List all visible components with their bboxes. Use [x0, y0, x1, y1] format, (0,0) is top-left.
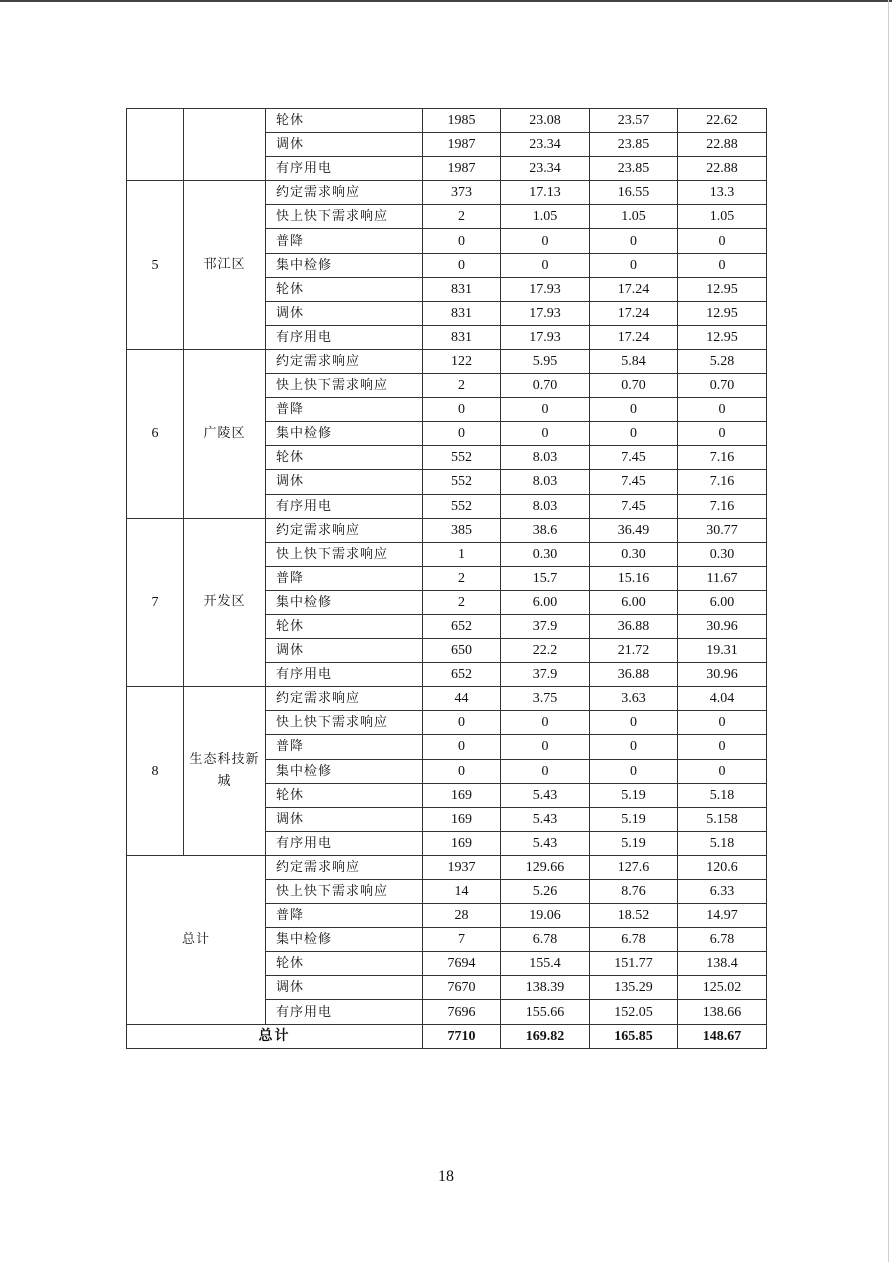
value-cell: 0.70 [501, 374, 590, 398]
value-cell: 17.24 [590, 325, 678, 349]
region-number-cell: 6 [127, 349, 184, 518]
value-cell: 22.2 [501, 639, 590, 663]
region-name-cell: 开发区 [184, 518, 266, 687]
measure-cell: 集中检修 [266, 422, 423, 446]
value-cell: 0 [678, 398, 767, 422]
value-cell: 17.13 [501, 181, 590, 205]
value-cell: 831 [423, 325, 501, 349]
value-cell: 0 [590, 422, 678, 446]
value-cell: 0 [423, 422, 501, 446]
value-cell: 0 [590, 253, 678, 277]
subtotal-row [127, 855, 767, 879]
value-cell: 385 [423, 518, 501, 542]
value-cell: 5.28 [678, 349, 767, 373]
load-shedding-table [126, 108, 767, 1049]
value-cell: 6.00 [590, 590, 678, 614]
table-row [127, 181, 767, 205]
value-cell: 21.72 [590, 639, 678, 663]
value-cell: 5.26 [501, 880, 590, 904]
value-cell: 0 [590, 759, 678, 783]
value-cell: 12.95 [678, 301, 767, 325]
value-cell: 6.78 [501, 928, 590, 952]
measure-cell: 集中检修 [266, 928, 423, 952]
region-number-cell: 5 [127, 181, 184, 350]
value-cell: 17.93 [501, 277, 590, 301]
measure-cell: 快上快下需求响应 [266, 542, 423, 566]
value-cell: 5.43 [501, 831, 590, 855]
value-cell: 0.30 [501, 542, 590, 566]
measure-cell: 约定需求响应 [266, 687, 423, 711]
value-cell: 6.00 [678, 590, 767, 614]
region-number-cell: 8 [127, 687, 184, 856]
measure-cell: 快上快下需求响应 [266, 880, 423, 904]
value-cell: 23.85 [590, 133, 678, 157]
measure-cell: 有序用电 [266, 157, 423, 181]
value-cell: 0 [423, 711, 501, 735]
measure-cell: 轮休 [266, 446, 423, 470]
table-row [127, 518, 767, 542]
value-cell: 1987 [423, 157, 501, 181]
value-cell: 19.31 [678, 639, 767, 663]
region-name-cell: 邗江区 [184, 181, 266, 350]
value-cell: 0 [501, 759, 590, 783]
value-cell: 0 [678, 229, 767, 253]
value-cell: 5.18 [678, 831, 767, 855]
value-cell: 3.63 [590, 687, 678, 711]
value-cell: 8.03 [501, 446, 590, 470]
value-cell: 7 [423, 928, 501, 952]
value-cell: 0 [678, 253, 767, 277]
value-cell: 0 [590, 711, 678, 735]
measure-cell: 有序用电 [266, 831, 423, 855]
value-cell: 2 [423, 590, 501, 614]
value-cell: 17.93 [501, 301, 590, 325]
value-cell: 8.03 [501, 494, 590, 518]
measure-cell: 调休 [266, 301, 423, 325]
region-name-cell: 生态科技新城 [184, 687, 266, 856]
value-cell: 1.05 [501, 205, 590, 229]
value-cell: 0 [590, 229, 678, 253]
value-cell: 5.19 [590, 783, 678, 807]
measure-cell: 普降 [266, 398, 423, 422]
value-cell: 22.62 [678, 109, 767, 133]
value-cell: 3.75 [501, 687, 590, 711]
value-cell: 138.39 [501, 976, 590, 1000]
measure-cell: 调休 [266, 807, 423, 831]
value-cell: 23.08 [501, 109, 590, 133]
value-cell: 155.66 [501, 1000, 590, 1024]
page-number: 18 [438, 1168, 454, 1185]
value-cell: 1937 [423, 855, 501, 879]
top-border [0, 0, 892, 2]
value-cell: 0 [501, 711, 590, 735]
value-cell: 7694 [423, 952, 501, 976]
value-cell: 0.30 [590, 542, 678, 566]
measure-cell: 轮休 [266, 109, 423, 133]
value-cell: 4.04 [678, 687, 767, 711]
value-cell: 0 [423, 735, 501, 759]
value-cell: 6.00 [501, 590, 590, 614]
measure-cell: 普降 [266, 735, 423, 759]
value-cell: 7.45 [590, 470, 678, 494]
value-cell: 0.70 [678, 374, 767, 398]
value-cell: 125.02 [678, 976, 767, 1000]
measure-cell: 快上快下需求响应 [266, 205, 423, 229]
value-cell: 0 [678, 759, 767, 783]
value-cell: 0 [678, 735, 767, 759]
measure-cell: 快上快下需求响应 [266, 711, 423, 735]
measure-cell: 集中检修 [266, 590, 423, 614]
value-cell: 15.7 [501, 566, 590, 590]
right-border [888, 0, 889, 1262]
value-cell: 1985 [423, 109, 501, 133]
value-cell: 650 [423, 639, 501, 663]
grand-total-value-cell: 7710 [423, 1024, 501, 1048]
measure-cell: 调休 [266, 639, 423, 663]
measure-cell: 约定需求响应 [266, 518, 423, 542]
measure-cell: 有序用电 [266, 494, 423, 518]
measure-cell: 集中检修 [266, 759, 423, 783]
value-cell: 6.78 [678, 928, 767, 952]
value-cell: 44 [423, 687, 501, 711]
measure-cell: 轮休 [266, 614, 423, 638]
value-cell: 11.67 [678, 566, 767, 590]
value-cell: 36.88 [590, 663, 678, 687]
measure-cell: 调休 [266, 470, 423, 494]
value-cell: 6.33 [678, 880, 767, 904]
value-cell: 0 [590, 735, 678, 759]
value-cell: 7696 [423, 1000, 501, 1024]
value-cell: 127.6 [590, 855, 678, 879]
value-cell: 23.57 [590, 109, 678, 133]
value-cell: 1.05 [678, 205, 767, 229]
value-cell: 169 [423, 831, 501, 855]
value-cell: 38.6 [501, 518, 590, 542]
value-cell: 652 [423, 663, 501, 687]
value-cell: 36.49 [590, 518, 678, 542]
value-cell: 0 [423, 253, 501, 277]
value-cell: 0 [501, 735, 590, 759]
value-cell: 30.96 [678, 663, 767, 687]
value-cell: 7.45 [590, 494, 678, 518]
value-cell: 6.78 [590, 928, 678, 952]
value-cell: 5.95 [501, 349, 590, 373]
value-cell: 5.43 [501, 807, 590, 831]
subtotal-label-cell: 总计 [127, 855, 266, 1024]
measure-cell: 有序用电 [266, 1000, 423, 1024]
value-cell: 30.77 [678, 518, 767, 542]
value-cell: 373 [423, 181, 501, 205]
table-row [127, 349, 767, 373]
measure-cell: 调休 [266, 133, 423, 157]
region-number-cell: 7 [127, 518, 184, 687]
measure-cell: 快上快下需求响应 [266, 374, 423, 398]
value-cell: 552 [423, 494, 501, 518]
value-cell: 23.34 [501, 133, 590, 157]
value-cell: 120.6 [678, 855, 767, 879]
value-cell: 0 [678, 711, 767, 735]
value-cell: 1 [423, 542, 501, 566]
table-row [127, 687, 767, 711]
value-cell: 18.52 [590, 904, 678, 928]
value-cell: 17.24 [590, 277, 678, 301]
value-cell: 2 [423, 374, 501, 398]
value-cell: 0 [590, 398, 678, 422]
value-cell: 135.29 [590, 976, 678, 1000]
value-cell: 0 [501, 229, 590, 253]
value-cell: 23.85 [590, 157, 678, 181]
value-cell: 13.3 [678, 181, 767, 205]
grand-total-value-cell: 148.67 [678, 1024, 767, 1048]
value-cell: 22.88 [678, 157, 767, 181]
value-cell: 152.05 [590, 1000, 678, 1024]
measure-cell: 轮休 [266, 952, 423, 976]
value-cell: 5.19 [590, 807, 678, 831]
value-cell: 15.16 [590, 566, 678, 590]
value-cell: 5.19 [590, 831, 678, 855]
region-name-cell: 广陵区 [184, 349, 266, 518]
table-row [127, 109, 767, 133]
value-cell: 7.16 [678, 494, 767, 518]
value-cell: 0 [423, 759, 501, 783]
grand-total-row [127, 1024, 767, 1048]
value-cell: 138.66 [678, 1000, 767, 1024]
value-cell: 5.158 [678, 807, 767, 831]
value-cell: 1987 [423, 133, 501, 157]
value-cell: 169 [423, 807, 501, 831]
measure-cell: 约定需求响应 [266, 855, 423, 879]
value-cell: 652 [423, 614, 501, 638]
value-cell: 5.18 [678, 783, 767, 807]
grand-total-value-cell: 165.85 [590, 1024, 678, 1048]
value-cell: 12.95 [678, 277, 767, 301]
measure-cell: 约定需求响应 [266, 181, 423, 205]
value-cell: 37.9 [501, 614, 590, 638]
measure-cell: 轮休 [266, 277, 423, 301]
value-cell: 0 [501, 253, 590, 277]
value-cell: 0.30 [678, 542, 767, 566]
value-cell: 552 [423, 470, 501, 494]
value-cell: 7.16 [678, 446, 767, 470]
value-cell: 36.88 [590, 614, 678, 638]
value-cell: 7670 [423, 976, 501, 1000]
value-cell: 831 [423, 301, 501, 325]
value-cell: 831 [423, 277, 501, 301]
value-cell: 17.24 [590, 301, 678, 325]
value-cell: 16.55 [590, 181, 678, 205]
value-cell: 0.70 [590, 374, 678, 398]
value-cell: 14 [423, 880, 501, 904]
measure-cell: 普降 [266, 566, 423, 590]
value-cell: 129.66 [501, 855, 590, 879]
value-cell: 0 [423, 229, 501, 253]
region-number-cell [127, 109, 184, 181]
value-cell: 169 [423, 783, 501, 807]
measure-cell: 普降 [266, 229, 423, 253]
value-cell: 12.95 [678, 325, 767, 349]
value-cell: 0 [423, 398, 501, 422]
value-cell: 0 [678, 422, 767, 446]
measure-cell: 普降 [266, 904, 423, 928]
value-cell: 8.03 [501, 470, 590, 494]
value-cell: 5.43 [501, 783, 590, 807]
measure-cell: 约定需求响应 [266, 349, 423, 373]
value-cell: 7.45 [590, 446, 678, 470]
value-cell: 0 [501, 422, 590, 446]
value-cell: 37.9 [501, 663, 590, 687]
measure-cell: 有序用电 [266, 325, 423, 349]
value-cell: 30.96 [678, 614, 767, 638]
value-cell: 2 [423, 566, 501, 590]
value-cell: 122 [423, 349, 501, 373]
value-cell: 155.4 [501, 952, 590, 976]
table-body [127, 109, 767, 1049]
measure-cell: 有序用电 [266, 663, 423, 687]
value-cell: 1.05 [590, 205, 678, 229]
value-cell: 2 [423, 205, 501, 229]
value-cell: 23.34 [501, 157, 590, 181]
value-cell: 138.4 [678, 952, 767, 976]
measure-cell: 轮休 [266, 783, 423, 807]
value-cell: 17.93 [501, 325, 590, 349]
value-cell: 0 [501, 398, 590, 422]
value-cell: 28 [423, 904, 501, 928]
value-cell: 19.06 [501, 904, 590, 928]
value-cell: 8.76 [590, 880, 678, 904]
value-cell: 22.88 [678, 133, 767, 157]
grand-total-value-cell: 169.82 [501, 1024, 590, 1048]
value-cell: 552 [423, 446, 501, 470]
measure-cell: 集中检修 [266, 253, 423, 277]
measure-cell: 调休 [266, 976, 423, 1000]
grand-total-label-cell: 总计 [127, 1024, 423, 1048]
value-cell: 14.97 [678, 904, 767, 928]
region-name-cell [184, 109, 266, 181]
value-cell: 151.77 [590, 952, 678, 976]
value-cell: 7.16 [678, 470, 767, 494]
value-cell: 5.84 [590, 349, 678, 373]
